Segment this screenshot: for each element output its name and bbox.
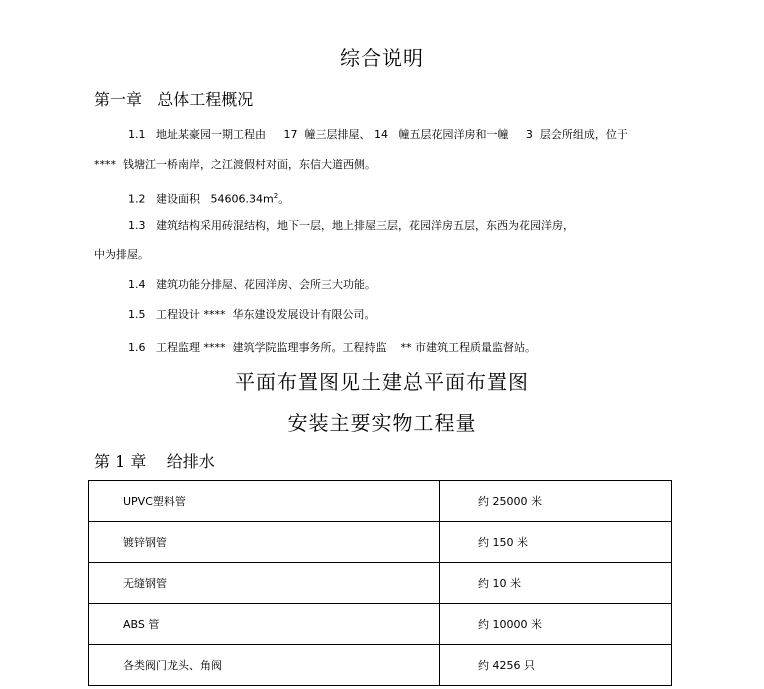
material-name: ABS 管 xyxy=(89,604,440,645)
table-row xyxy=(89,522,672,563)
table-row xyxy=(89,481,672,522)
material-name: 镀锌钢管 xyxy=(89,522,440,563)
plan-note-heading: 平面布置图见土建总平面布置图 xyxy=(235,370,529,394)
document-title: 综合说明 xyxy=(340,46,424,70)
area-text: 1.2 建设面积 54606.34m xyxy=(128,192,274,206)
paragraph-1-1: 1.1 地址某豪园一期工程由 17 幢三层排屋、 14 幢五层花园洋房和一幢 3 层会所组成，位于 xyxy=(128,128,628,141)
paragraph-1-6: 1.6 工程监理 **** 建筑学院监理事务所。工程持监 ** 市建筑工程质量监督站。 xyxy=(128,341,536,354)
area-superscript: 2 xyxy=(273,192,279,200)
paragraph-1-3-continued: 中为排屋。 xyxy=(94,248,149,261)
material-name: 各类阀门龙头、角阀 xyxy=(89,645,440,686)
material-amount: 约 150 米 xyxy=(440,522,672,563)
quantities-table xyxy=(88,480,672,686)
chapter-2-heading: 第 1 章 给排水 xyxy=(94,452,215,471)
material-amount: 约 4256 只 xyxy=(440,645,672,686)
paragraph-1-3: 1.3 建筑结构采用砖混结构，地下一层，地上排屋三层，花园洋房五层，东西为花园洋房， xyxy=(128,219,574,232)
quantities-title: 安装主要实物工程量 xyxy=(287,411,477,435)
area-suffix: 。 xyxy=(278,192,290,206)
material-amount: 约 25000 米 xyxy=(440,481,672,522)
table-row xyxy=(89,563,672,604)
material-name: 无缝钢管 xyxy=(89,563,440,604)
table-row xyxy=(89,604,672,645)
chapter-1-heading: 第一章 总体工程概况 xyxy=(94,90,254,109)
paragraph-1-5: 1.5 工程设计 **** 华东建设发展设计有限公司。 xyxy=(128,308,376,321)
material-name: UPVC塑料管 xyxy=(89,481,440,522)
paragraph-1-2 xyxy=(128,188,289,208)
table-row xyxy=(89,645,672,686)
paragraph-1-4: 1.4 建筑功能分排屋、花园洋房、会所三大功能。 xyxy=(128,278,376,291)
material-amount: 约 10000 米 xyxy=(440,604,672,645)
material-amount: 约 10 米 xyxy=(440,563,672,604)
paragraph-1-1-continued: **** 钱塘江一桥南岸，之江渡假村对面，东信大道西侧。 xyxy=(94,158,376,171)
